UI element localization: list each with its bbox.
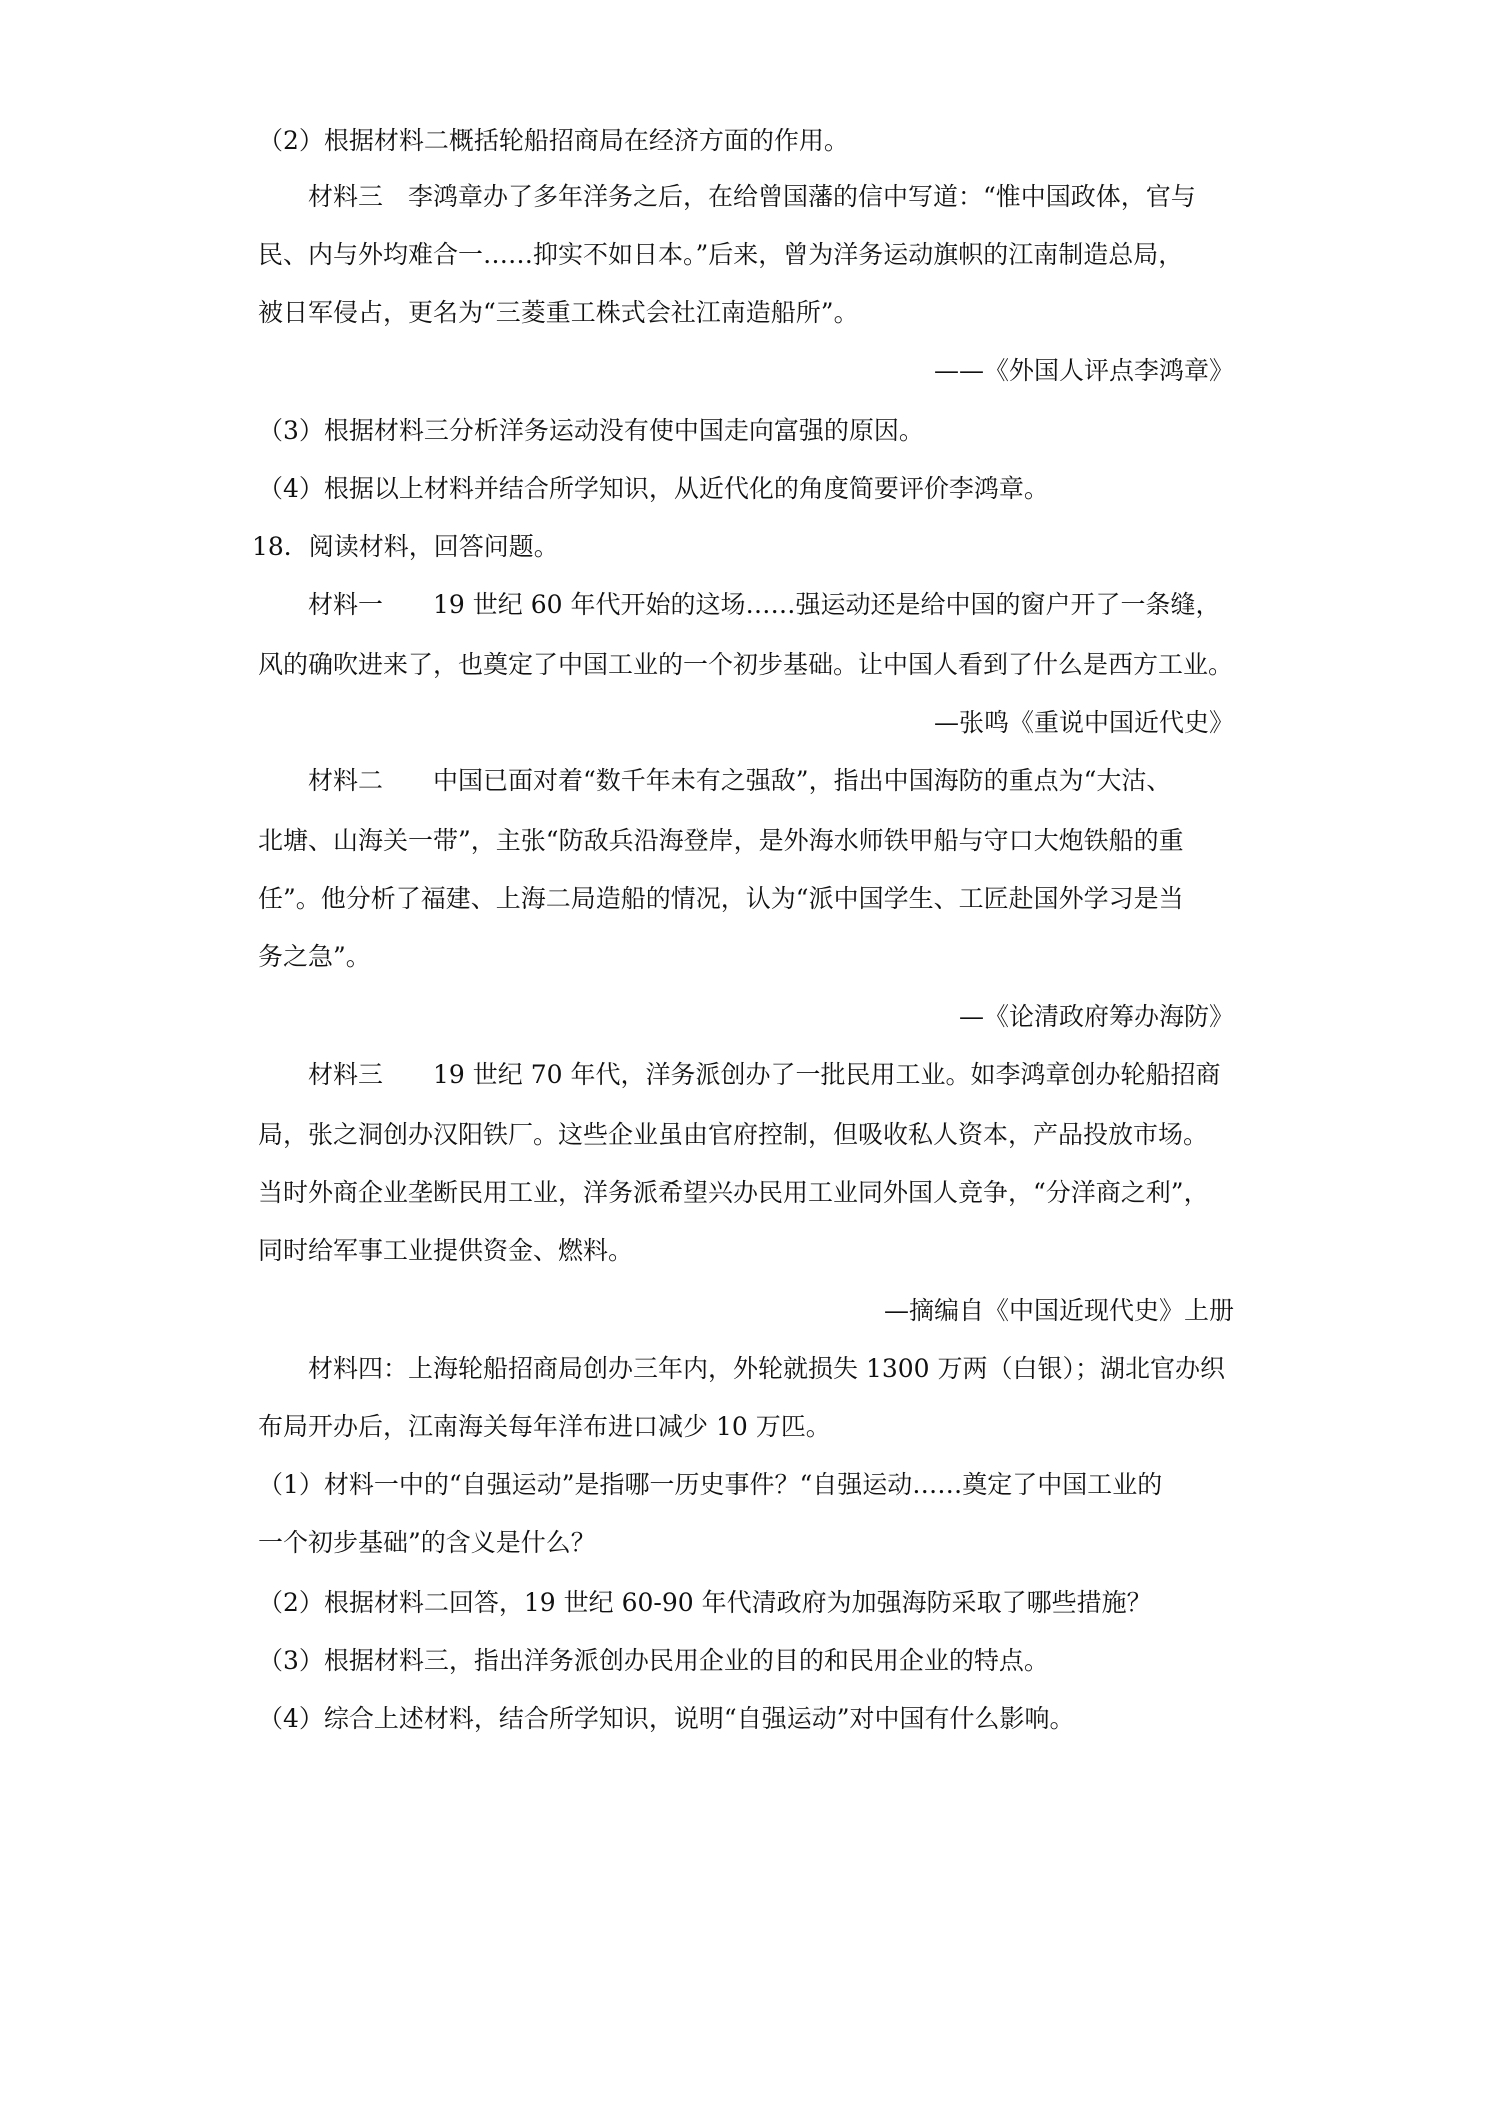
q18-material-2-line: 任”。他分析了福建、上海二局造船的情况，认为“派中国学生、工匠赴国外学习是当	[258, 884, 1184, 913]
material-3-paragraph-line: 材料三 李鸿章办了多年洋务之后，在给曾国藩的信中写道：“惟中国政体，官与	[308, 182, 1196, 211]
q18-material-3-source: —摘编自《中国近现代史》上册	[883, 1296, 1234, 1325]
q18-subquestion-1-line: （1）材料一中的“自强运动”是指哪一历史事件？“自强运动……奠定了中国工业的	[258, 1470, 1163, 1499]
q18-material-3-line: 同时给军事工业提供资金、燃料。	[258, 1236, 634, 1265]
question-2-material2-text: （2）根据材料二概括轮船招商局在经济方面的作用。	[258, 126, 849, 155]
question-3-text: （3）根据材料三分析洋务运动没有使中国走向富强的原因。	[258, 416, 924, 445]
q18-material-2-source: —《论清政府筹办海防》	[958, 1002, 1234, 1031]
q18-material-3-line: 材料三 19 世纪 70 年代，洋务派创办了一批民用工业。如李鸿章创办轮船招商	[308, 1060, 1221, 1089]
q18-subquestion-3: （3）根据材料三，指出洋务派创办民用企业的目的和民用企业的特点。	[258, 1646, 1049, 1675]
material-3-source: ——《外国人评点李鸿章》	[933, 356, 1234, 385]
material-3-paragraph-line: 民、内与外均难合一……抑实不如日本。”后来，曾为洋务运动旗帜的江南制造总局，	[258, 240, 1184, 269]
q18-subquestion-1-line: 一个初步基础”的含义是什么？	[258, 1528, 596, 1557]
question-4-text: （4）根据以上材料并结合所学知识，从近代化的角度简要评价李鸿章。	[258, 474, 1049, 503]
material-3-paragraph-line: 被日军侵占，更名为“三菱重工株式会社江南造船所”。	[258, 298, 859, 327]
q18-material-3-line: 局，张之洞创办汉阳铁厂。这些企业虽由官府控制，但吸收私人资本，产品投放市场。	[258, 1120, 1209, 1149]
q18-subquestion-4: （4）综合上述材料，结合所学知识，说明“自强运动”对中国有什么影响。	[258, 1704, 1075, 1733]
q18-material-4-line: 布局开办后，江南海关每年洋布进口减少 10 万匹。	[258, 1412, 831, 1441]
q18-material-2-line: 材料二 中国已面对着“数千年未有之强敌”，指出中国海防的重点为“大沽、	[308, 766, 1172, 795]
q18-material-3-line: 当时外商企业垄断民用工业，洋务派希望兴办民用工业同外国人竞争，“分洋商之利”，	[258, 1178, 1209, 1207]
q18-material-2-line: 北塘、山海关一带”，主张“防敌兵沿海登岸，是外海水师铁甲船与守口大炮铁船的重	[258, 826, 1184, 855]
q18-material-1-line: 材料一 19 世纪 60 年代开始的这场……强运动还是给中国的窗户开了一条缝，	[308, 590, 1221, 619]
q18-material-1-line: 风的确吹进来了，也奠定了中国工业的一个初步基础。让中国人看到了什么是西方工业。	[258, 650, 1234, 679]
q18-subquestion-2: （2）根据材料二回答，19 世纪 60-90 年代清政府为加强海防采取了哪些措施？	[258, 1588, 1152, 1617]
question-18-heading: 18．阅读材料，回答问题。	[252, 532, 559, 561]
q18-material-2-line: 务之急”。	[258, 942, 371, 971]
q18-material-4-line: 材料四：上海轮船招商局创办三年内，外轮就损失 1300 万两（白银）；湖北官办织	[308, 1354, 1226, 1383]
q18-material-1-source: —张鸣《重说中国近代史》	[933, 708, 1234, 737]
